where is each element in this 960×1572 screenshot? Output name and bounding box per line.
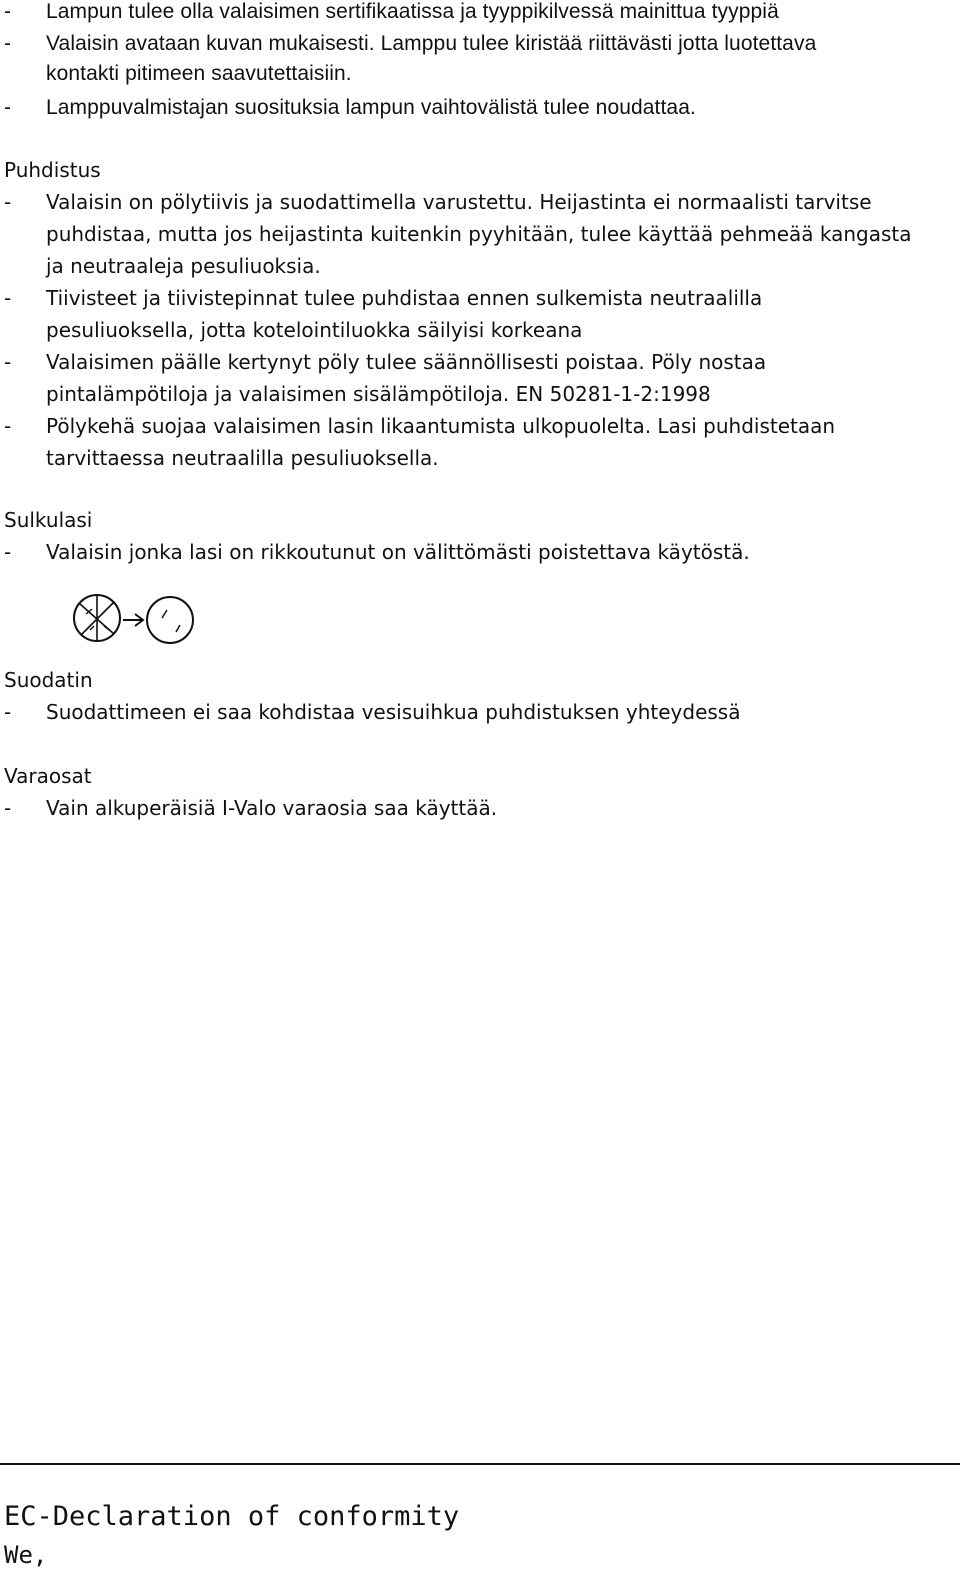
broken-glass-icon xyxy=(74,595,120,641)
page-divider xyxy=(0,1463,960,1465)
list-item-text: Valaisin on pölytiivis ja suodattimella varustettu. Heijastinta ei normaalisti tarvitse xyxy=(46,190,872,214)
list-item-text: Lamppuvalmistajan suosituksia lampun vaihtovälistä tulee noudattaa. xyxy=(46,96,696,119)
bullet-dash: - xyxy=(4,32,12,55)
declaration-we: We, xyxy=(4,1541,48,1569)
bullet-dash: - xyxy=(4,540,12,564)
bullet-dash: - xyxy=(4,700,12,724)
bullet-dash: - xyxy=(4,796,12,820)
list-item-text: Valaisimen päälle kertynyt pöly tulee säännöllisesti poistaa. Pöly nostaa xyxy=(46,350,767,374)
list-item-text: kontakti pitimeen saavutettaisiin. xyxy=(46,62,352,85)
list-item-text: Valaisin jonka lasi on rikkoutunut on välittömästi poistettava käytöstä. xyxy=(46,540,750,564)
list-item-text: Vain alkuperäisiä I-Valo varaosia saa käyttää. xyxy=(46,796,498,820)
list-item-text: Suodattimeen ei saa kohdistaa vesisuihkua puhdistuksen yhteydessä xyxy=(46,700,741,724)
list-item-text: Valaisin avataan kuvan mukaisesti. Lamppu tulee kiristää riittävästi jotta luotettava xyxy=(46,32,817,55)
list-item-text: puhdistaa, mutta jos heijastinta kuitenkin pyyhitään, tulee käyttää pehmeää kangasta xyxy=(46,222,912,246)
arrow-right-icon xyxy=(123,614,143,626)
bullet-dash: - xyxy=(4,0,12,23)
bullet-dash: - xyxy=(4,190,12,214)
list-item-text: tarvittaessa neutraalilla pesuliuoksella. xyxy=(46,446,439,470)
list-item-text: ja neutraaleja pesuliuoksia. xyxy=(46,254,321,278)
intact-glass-icon xyxy=(147,597,193,643)
bullet-dash: - xyxy=(4,286,12,310)
section-heading: Suodatin xyxy=(4,668,93,692)
list-item-text: pintalämpötiloja ja valaisimen sisälämpötiloja. EN 50281-1-2:1998 xyxy=(46,382,711,406)
section-heading: Puhdistus xyxy=(4,158,101,182)
list-item-text: Lampun tulee olla valaisimen sertifikaatissa ja tyyppikilvessä mainittua tyyppiä xyxy=(46,0,779,23)
list-item-text: pesuliuoksella, jotta kotelointiluokka säilyisi korkeana xyxy=(46,318,583,342)
bullet-dash: - xyxy=(4,414,12,438)
bullet-dash: - xyxy=(4,96,12,119)
section-heading: Sulkulasi xyxy=(4,508,93,532)
section-heading: Varaosat xyxy=(4,764,92,788)
bullet-dash: - xyxy=(4,350,12,374)
glass-replacement-illustration xyxy=(72,592,202,648)
list-item-text: Pölykehä suojaa valaisimen lasin likaantumista ulkopuolelta. Lasi puhdistetaan xyxy=(46,414,836,438)
list-item-text: Tiivisteet ja tiivistepinnat tulee puhdistaa ennen sulkemista neutraalilla xyxy=(46,286,763,310)
declaration-title: EC-Declaration of conformity xyxy=(4,1501,460,1532)
